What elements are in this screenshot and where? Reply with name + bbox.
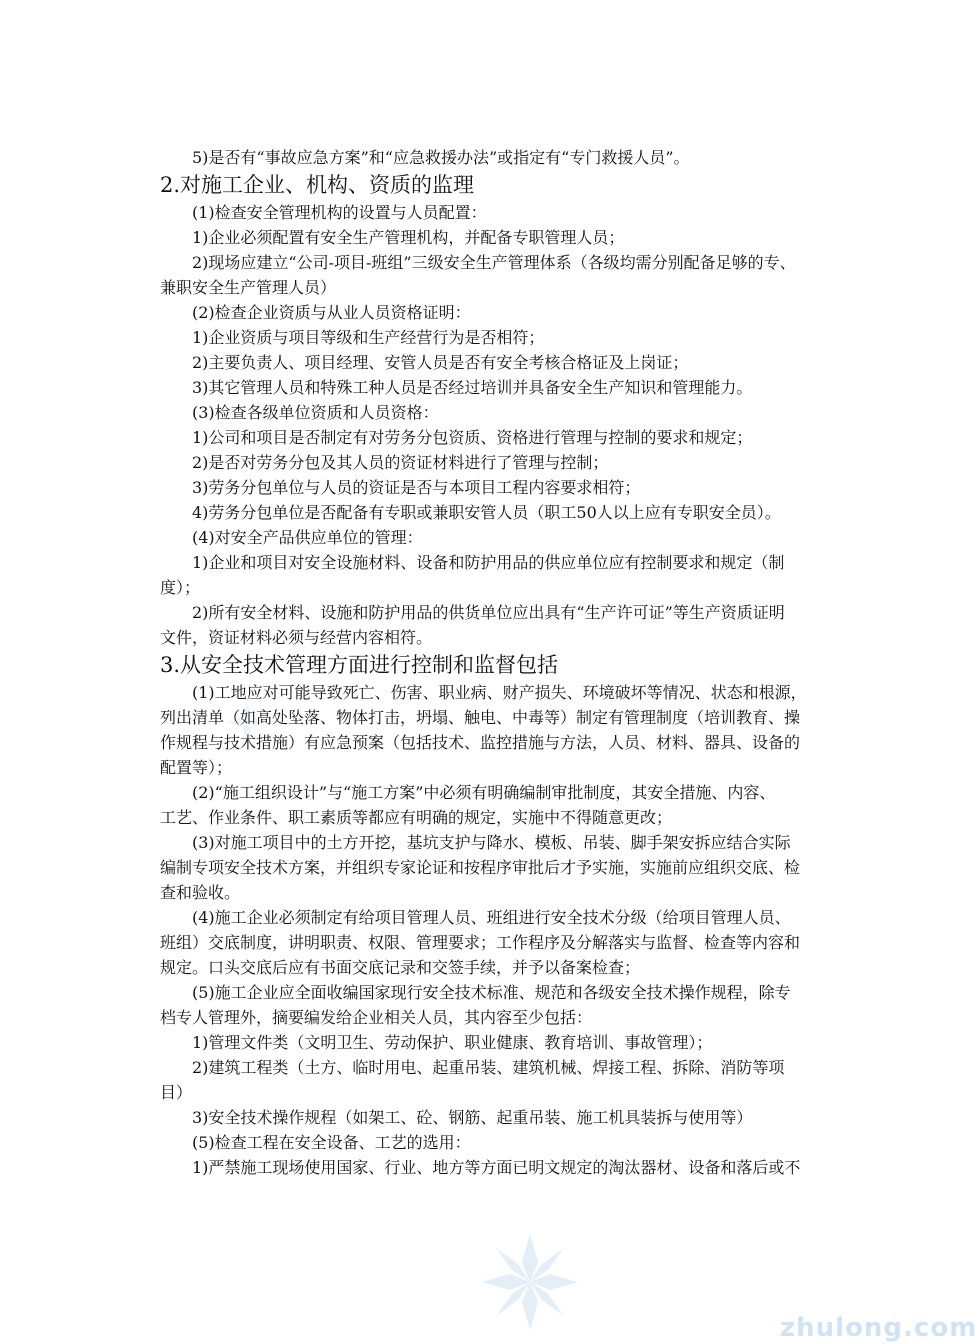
paragraph-continuation-line: 规定。口头交底后应有书面交底记录和交签手续，并予以备案检查； xyxy=(160,958,641,977)
paragraph-continuation-line: 工艺、作业条件、职工素质等都应有明确的规定，实施中不得随意更改； xyxy=(160,808,673,827)
paragraph-line: 2)是否对劳务分包及其人员的资证材料进行了管理与控制； xyxy=(192,453,609,472)
paragraph-line: 1)企业和项目对安全设施材料、设备和防护用品的供应单位应有控制要求和规定（制 xyxy=(192,553,785,572)
paragraph-continuation-line: 作规程与技术措施）有应急预案（包括技术、监控措施与方法，人员、材料、器具、设备的 xyxy=(160,733,801,752)
paragraph-line: 3)劳务分包单位与人员的资证是否与本项目工程内容要求相符； xyxy=(192,478,641,497)
paragraph-line: 4)劳务分包单位是否配备有专职或兼职安管人员（职工50人以上应有专职安全员）。 xyxy=(192,503,781,522)
paragraph-line: 1)企业资质与项目等级和生产经营行为是否相符； xyxy=(192,328,545,347)
paragraph-continuation-line: 兼职安全生产管理人员） xyxy=(160,278,337,297)
paragraph-continuation-line: 配置等）； xyxy=(160,758,233,777)
paragraph-continuation-line: 档专人管理外，摘要编发给企业相关人员，其内容至少包括： xyxy=(160,1008,593,1027)
paragraph-continuation-line: 列出清单（如高处坠落、物体打击，坍塌、触电、中毒等）制定有管理制度（培训教育、操 xyxy=(160,708,801,727)
paragraph-line: (5)施工企业应全面收编国家现行安全技术标准、规范和各级安全技术操作规程，除专 xyxy=(192,983,791,1002)
paragraph-line: (1)工地应对可能导致死亡、伤害、职业病、财产损失、环境破坏等情况、状态和根源， xyxy=(192,683,807,702)
paragraph-line: (4)施工企业必须制定有给项目管理人员、班组进行安全技术分级（给项目管理人员、 xyxy=(192,908,791,927)
paragraph-line: 2)主要负责人、项目经理、安管人员是否有安全考核合格证及上岗证； xyxy=(192,353,689,372)
paragraph-continuation-line: 查和验收。 xyxy=(160,883,241,902)
paragraph-line: (5)检查工程在安全设备、工艺的选用： xyxy=(192,1133,471,1152)
paragraph-line: 3)安全技术操作规程（如架工、砼、钢筋、起重吊装、施工机具装拆与使用等） xyxy=(192,1108,753,1127)
paragraph-line: 3)其它管理人员和特殊工种人员是否经过培训并具备安全生产知识和管理能力。 xyxy=(192,378,753,397)
paragraph-line: 1)公司和项目是否制定有对劳务分包资质、资格进行管理与控制的要求和规定； xyxy=(192,428,753,447)
paragraph-line: (2)检查企业资质与从业人员资格证明： xyxy=(192,303,471,322)
watermark-snowflake-small-icon xyxy=(225,700,269,744)
paragraph-line: (1)检查安全管理机构的设置与人员配置： xyxy=(192,203,487,222)
watermark-text: zhulong.com xyxy=(780,1313,977,1343)
paragraph-continuation-line: 编制专项安全技术方案，并组织专家论证和按程序审批后才予实施，实施前应组织交底、检 xyxy=(160,858,801,877)
paragraph-line: (3)检查各级单位资质和人员资格： xyxy=(192,403,439,422)
watermark-snowflake-icon xyxy=(480,1232,580,1332)
section-heading: 3.从安全技术管理方面进行控制和监督包括 xyxy=(160,653,559,677)
section-heading: 2.对施工企业、机构、资质的监理 xyxy=(160,173,475,197)
paragraph-line: 5)是否有“事故应急方案”和“应急救援办法”或指定有“专门救援人员”。 xyxy=(192,148,690,167)
paragraph-line: 1)管理文件类（文明卫生、劳动保护、职业健康、教育培训、事故管理）； xyxy=(192,1033,713,1052)
paragraph-line: 1)企业必须配置有安全生产管理机构，并配备专职管理人员； xyxy=(192,228,625,247)
paragraph-continuation-line: 班组）交底制度，讲明职责、权限、管理要求；工作程序及分解落实与监督、检查等内容和 xyxy=(160,933,801,952)
paragraph-line: 2)现场应建立“公司-项目-班组”三级安全生产管理体系（各级均需分别配备足够的专、 xyxy=(192,253,796,272)
paragraph-continuation-line: 度）； xyxy=(160,578,201,597)
paragraph-continuation-line: 目） xyxy=(160,1083,193,1102)
paragraph-line: (2)“施工组织设计”与“施工方案”中必须有明确编制审批制度，其安全措施、内容、 xyxy=(192,783,776,802)
paragraph-line: 1)严禁施工现场使用国家、行业、地方等方面已明文规定的淘汰器材、设备和落后或不 xyxy=(192,1158,801,1177)
paragraph-continuation-line: 文件，资证材料必须与经营内容相符。 xyxy=(160,628,433,647)
paragraph-line: (4)对安全产品供应单位的管理： xyxy=(192,528,423,547)
paragraph-line: 2)建筑工程类（土方、临时用电、起重吊装、建筑机械、焊接工程、拆除、消防等项 xyxy=(192,1058,785,1077)
document-body xyxy=(160,145,850,1180)
paragraph-line: 2)所有安全材料、设施和防护用品的供货单位应出具有“生产许可证”等生产资质证明 xyxy=(192,603,785,622)
paragraph-line: (3)对施工项目中的土方开挖，基坑支护与降水、模板、吊装、脚手架安拆应结合实际 xyxy=(192,833,791,852)
